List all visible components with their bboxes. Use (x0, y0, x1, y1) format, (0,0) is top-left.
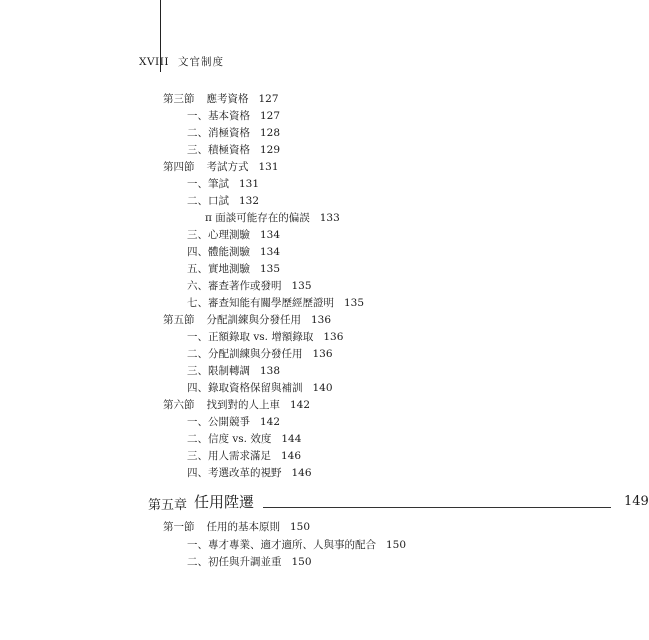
toc-page-number: 135 (344, 297, 365, 309)
toc-entry-title: 一、專才專業、適才適所、人與事的配合 (187, 538, 376, 551)
toc-item (187, 262, 280, 276)
toc-page-number: 135 (291, 280, 312, 292)
toc-page-number: 144 (281, 433, 302, 445)
toc-page-number: 134 (260, 246, 281, 258)
book-title: 文官制度 (178, 56, 225, 68)
toc-item (187, 538, 406, 552)
toc-page-number: 140 (312, 382, 333, 394)
toc-item (187, 245, 280, 259)
toc-item (187, 126, 280, 140)
toc-section (163, 313, 331, 327)
toc-page-number: 134 (260, 229, 281, 241)
toc-item (187, 364, 280, 378)
toc-page-number: 129 (260, 144, 281, 156)
toc-entry-title: 七、審查知能有關學歷經歷證明 (187, 297, 334, 309)
toc-section-label: 第六節 (163, 399, 195, 411)
toc-entry-title: 二、初任與升調並重 (187, 556, 282, 568)
toc-item (187, 381, 333, 395)
toc-page-number: 138 (260, 365, 281, 377)
toc-entry-title: π 面談可能存在的偏誤 (205, 212, 310, 224)
toc-entry-title: 一、正額錄取 vs. 增額錄取 (187, 331, 314, 343)
toc-item (187, 415, 280, 429)
toc-item (187, 449, 301, 463)
chapter-title: 任用陞遷 (194, 493, 255, 511)
toc-section-label: 第三節 (163, 93, 195, 105)
toc-page-number: 150 (386, 538, 407, 551)
chapter-rule (263, 507, 611, 508)
toc-entry-title: 四、錄取資格保留與補訓 (187, 382, 303, 394)
toc-entry-title: 五、實地測驗 (187, 263, 250, 275)
toc-section (163, 160, 279, 174)
toc-page-number: 128 (260, 127, 281, 139)
toc-page-number: 142 (260, 416, 281, 428)
toc-entry-title: 一、筆試 (187, 178, 229, 190)
running-header (139, 54, 224, 69)
toc-entry-title: 二、信度 vs. 效度 (187, 433, 272, 445)
toc-entry-title: 四、體能測驗 (187, 246, 250, 258)
toc-page-number: 127 (260, 110, 281, 122)
toc-entry-title: 分配訓練與分發任用 (206, 314, 301, 326)
toc-entry-title: 一、基本資格 (187, 110, 250, 122)
toc-entry-title: 三、心理測驗 (187, 229, 250, 241)
toc-item (187, 194, 259, 208)
toc-page-number: 133 (319, 212, 340, 224)
toc-entry-title: 考試方式 (206, 161, 249, 173)
toc-entry-title: 任用的基本原則 (206, 521, 280, 533)
toc-entry-title: 應考資格 (206, 93, 249, 105)
toc-entry-title: 三、限制轉調 (187, 365, 250, 377)
toc-section (163, 92, 279, 106)
toc-page-number: 131 (239, 178, 260, 190)
chapter-heading (148, 491, 649, 513)
toc-item (187, 555, 312, 569)
toc-entry-title: 二、消極資格 (187, 127, 250, 139)
toc-page-number: 146 (281, 450, 302, 462)
toc-item (187, 143, 280, 157)
toc-entry-title: 二、分配訓練與分發任用 (187, 348, 303, 360)
toc-entry-title: 二、口試 (187, 195, 229, 207)
toc-section-label: 第五節 (163, 314, 195, 326)
toc-item (187, 330, 343, 344)
toc-page-number: 136 (323, 331, 344, 343)
toc-item (187, 432, 301, 446)
toc-page-number: 150 (291, 556, 312, 568)
toc-item (187, 296, 364, 310)
chapter-page: 149 (624, 494, 649, 509)
toc-item (187, 109, 280, 123)
toc-item (187, 228, 280, 242)
toc-entry-title: 四、考選改革的視野 (187, 467, 282, 479)
toc-item (205, 211, 340, 225)
toc-item (187, 347, 333, 361)
toc-page-number: 136 (311, 314, 332, 326)
chapter-label: 第五章 (148, 498, 188, 513)
toc-section (163, 520, 310, 534)
toc-page-number: 135 (260, 263, 281, 275)
toc-page-number: 127 (258, 93, 279, 105)
toc-page-number: 150 (290, 521, 311, 533)
toc-page-number: 142 (290, 399, 311, 411)
toc-section (163, 398, 310, 412)
toc-item (187, 466, 312, 480)
toc-section-label: 第一節 (163, 521, 195, 533)
toc-entry-title: 一、公開競爭 (187, 416, 250, 428)
toc-entry-title: 三、用人需求滿足 (187, 450, 271, 462)
toc-entry-title: 三、積極資格 (187, 144, 250, 156)
toc-page-number: 136 (312, 348, 333, 360)
page-folio: XVIII (139, 55, 170, 68)
toc-page-number: 131 (258, 161, 279, 173)
toc-item (187, 177, 259, 191)
toc-entry-title: 找到對的人上車 (206, 399, 280, 411)
toc-section-label: 第四節 (163, 161, 195, 173)
toc-page-number: 146 (291, 467, 312, 479)
toc-item (187, 279, 312, 293)
toc-page-number: 132 (239, 195, 260, 207)
toc-entry-title: 六、審查著作或發明 (187, 280, 282, 292)
